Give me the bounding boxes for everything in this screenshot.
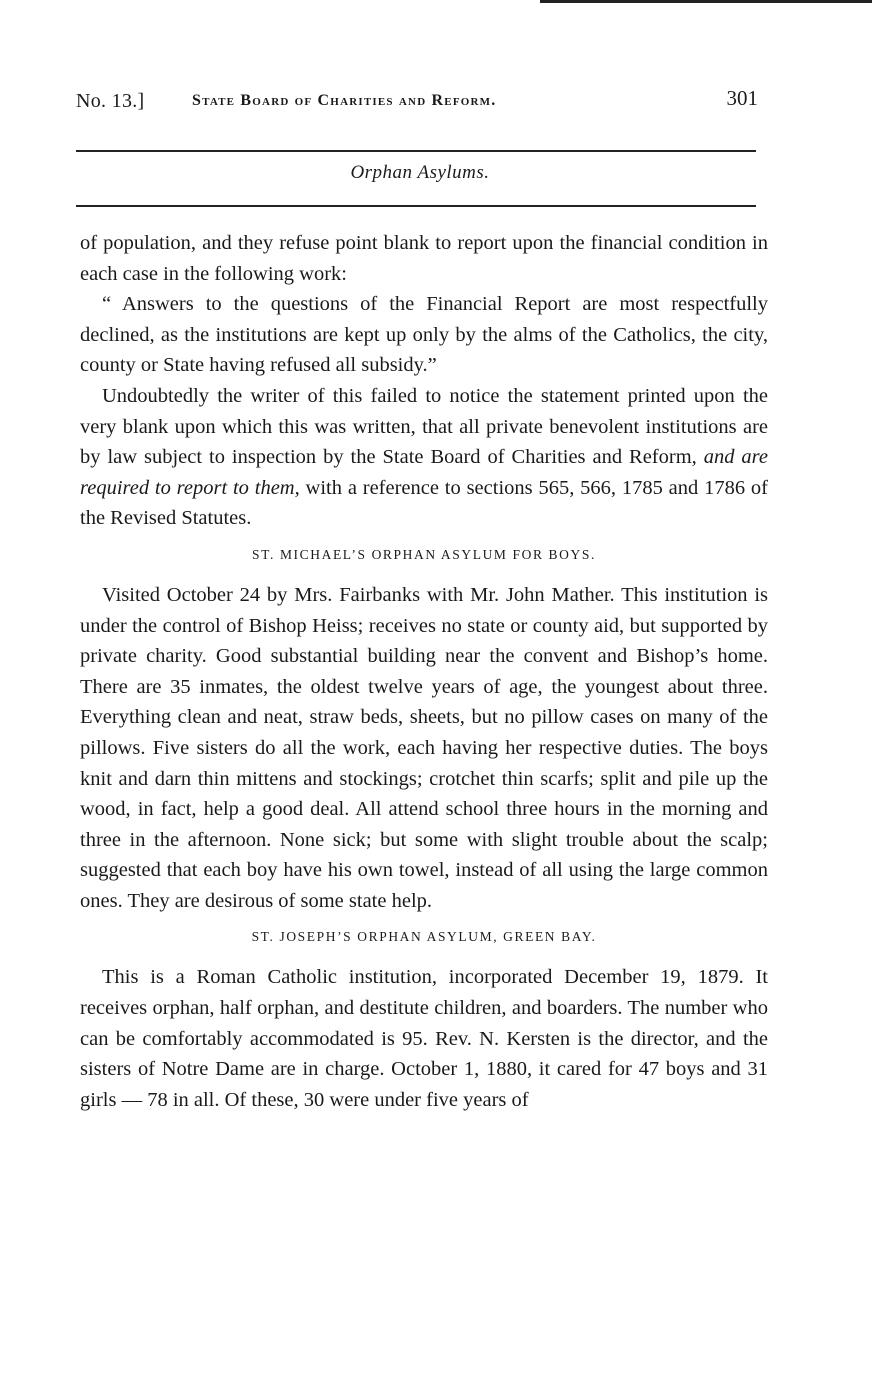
paragraph-st-josephs: This is a Roman Catholic institution, incorporated December 19, 1879. It receives orphan, half orphan, and destitute children, and boarders. The number who can be comfortably accommodated is 95. Rev. N. Kersten is the director, and the sisters of Notre Dame are in charge. October 1, 1880, it cared for 47 boys and 31 girls — 78 in all. Of these, 30 were under five years of: [80, 966, 768, 1111]
paragraph-st-michaels: Visited October 24 by Mrs. Fairbanks with Mr. John Mather. This institution is under the control of Bishop Heiss; receives no state or county aid, but supported by private charity. Good substantial building near the convent and Bishop’s home. There are 35 inmates, the oldest twelve years of age, the youngest about three. Everything clean and neat, straw beds, sheets, but no pillow cases on many of the pillows. Five sisters do all the work, each having her respective duties. The boys knit and darn thin mittens and stockings; crotchet thin scarfs; split and pile up the wood, in fact, help a good deal. All attend school three hours in the morning and three in the afternoon. None sick; but some with slight trouble about the scalp; suggested that each boy have his own towel, instead of all using the large common ones. They are desirous of some state help.: [80, 583, 768, 912]
page-body: [80, 228, 768, 1115]
statement-text-end: with a reference to sections 565, 566, 1785 and 1786 of the Revised Statutes.: [80, 476, 768, 530]
header-rule-bottom: [76, 205, 756, 207]
paragraph-continuation: of population, and they refuse point blank to report upon the financial condition in each case in the following work:: [80, 232, 768, 285]
statement-italic-phrase: and are required to report to them,: [80, 446, 768, 499]
page-number: 301: [726, 86, 758, 110]
statement-text-start: Undoubtedly the writer of this failed to notice the statement printed upon the very blank upon which this was written, that all private benevolent institutions are by law subject to inspection by the State Board of Charities and Reform,: [80, 384, 768, 469]
page-edge-line: [540, 0, 872, 3]
subheading-st-michaels: ST. MICHAEL’S ORPHAN ASYLUM FOR BOYS.: [252, 546, 596, 562]
subheading-st-josephs: ST. JOSEPH’S ORPHAN ASYLUM, GREEN BAY.: [251, 929, 597, 945]
paragraph-quote: “ Answers to the questions of the Financial Report are most respectfully declined, as the institutions are kept up only by the alms of the Catholics, the city, county or State having refused all subsidy.”: [80, 293, 768, 377]
paragraph-statement: [80, 381, 768, 534]
header-rule-top: [76, 150, 756, 152]
running-title: State Board of Charities and Reform.: [192, 92, 497, 109]
running-header: [76, 86, 766, 120]
section-title: Orphan Asylums.: [350, 162, 490, 183]
document-number: No. 13.]: [76, 90, 145, 112]
